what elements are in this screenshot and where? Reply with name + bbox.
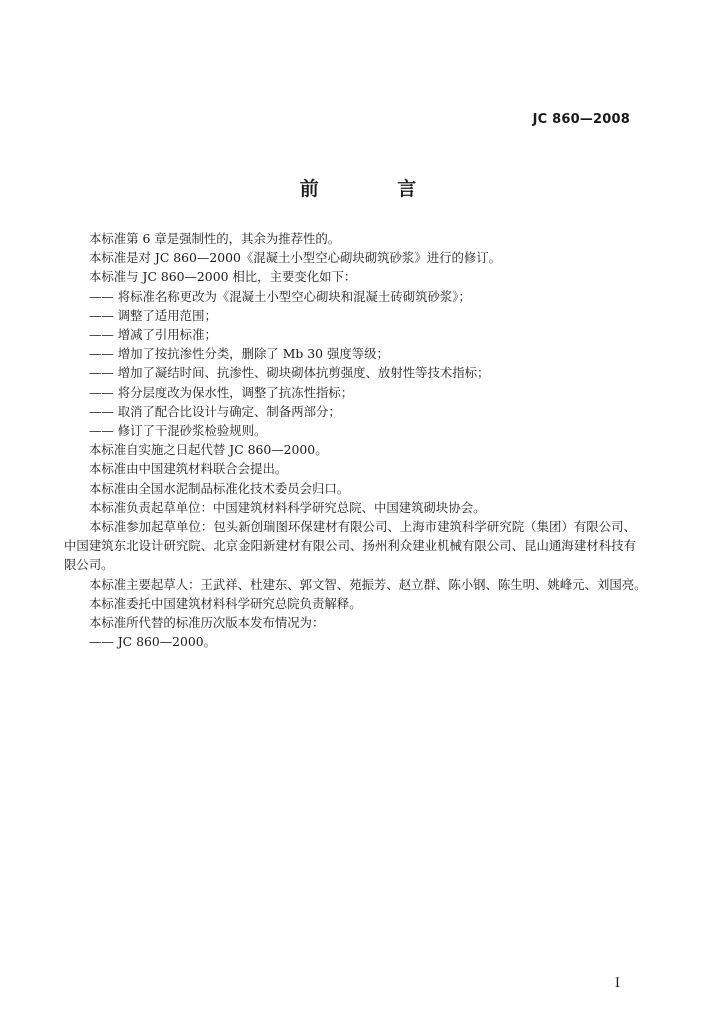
paragraph: 本标准委托中国建筑材料科学研究总院负责解释。 <box>89 595 362 611</box>
page-number: I <box>614 976 620 991</box>
paragraph: 本标准自实施之日起代替 JC 860—2000。 <box>89 442 328 458</box>
page-title: 前 言 <box>299 178 453 200</box>
paragraph: 本标准第 6 章是强制性的，其余为推荐性的。 <box>89 231 341 246</box>
list-item: —— 将标准名称更改为《混凝土小型空心砌块和混凝土砖砌筑砂浆》； <box>89 288 471 304</box>
list-item: —— JC 860—2000。 <box>89 634 217 650</box>
paragraph: 本标准由中国建筑材料联合会提出。 <box>89 461 288 477</box>
list-item: —— 修订了干混砂浆检验规则。 <box>89 423 267 439</box>
paragraph: 本标准主要起草人：王武祥、杜建东、郭文智、苑振芳、赵立群、陈小钢、陈生明、姚峰元、刘国亮。 <box>89 576 647 592</box>
list-item: —— 取消了配合比设计与确定、制备两部分； <box>89 403 341 419</box>
foreword-body <box>64 229 647 651</box>
paragraph: 本标准由全国水泥制品标准化技术委员会归口。 <box>89 480 350 496</box>
list-item: —— 将分层度改为保水性，调整了抗冻性指标； <box>89 384 354 400</box>
list-item: —— 增加了按抗渗性分类，删除了 Mb 30 强度等级； <box>89 346 389 362</box>
paragraph: 本标准与 JC 860—2000 相比，主要变化如下： <box>89 269 357 285</box>
paragraph: 本标准负责起草单位：中国建筑材料科学研究总院、中国建筑砌块协会。 <box>89 499 486 515</box>
paragraph: 本标准是对 JC 860—2000《混凝土小型空心砌块砌筑砂浆》进行的修订。 <box>89 250 502 266</box>
paragraph: 本标准参加起草单位：包头新创瑞图环保建材有限公司、上海市建筑科学研究院（集团）有限公司、中国建筑东北设计研究院、北京金阳新建材有限公司、扬州利众建业机械有限公司、昆山通海建材科技有限公司。 <box>64 519 636 573</box>
list-item: —— 调整了适用范围； <box>89 307 217 323</box>
list-item: —— 增减了引用标准； <box>89 327 217 343</box>
list-item: —— 增加了凝结时间、抗渗性、砌块砌体抗剪强度、放射性等技术指标； <box>89 365 490 381</box>
standard-code: JC 860—2008 <box>532 112 630 127</box>
paragraph: 本标准所代替的标准历次版本发布情况为： <box>89 615 325 631</box>
